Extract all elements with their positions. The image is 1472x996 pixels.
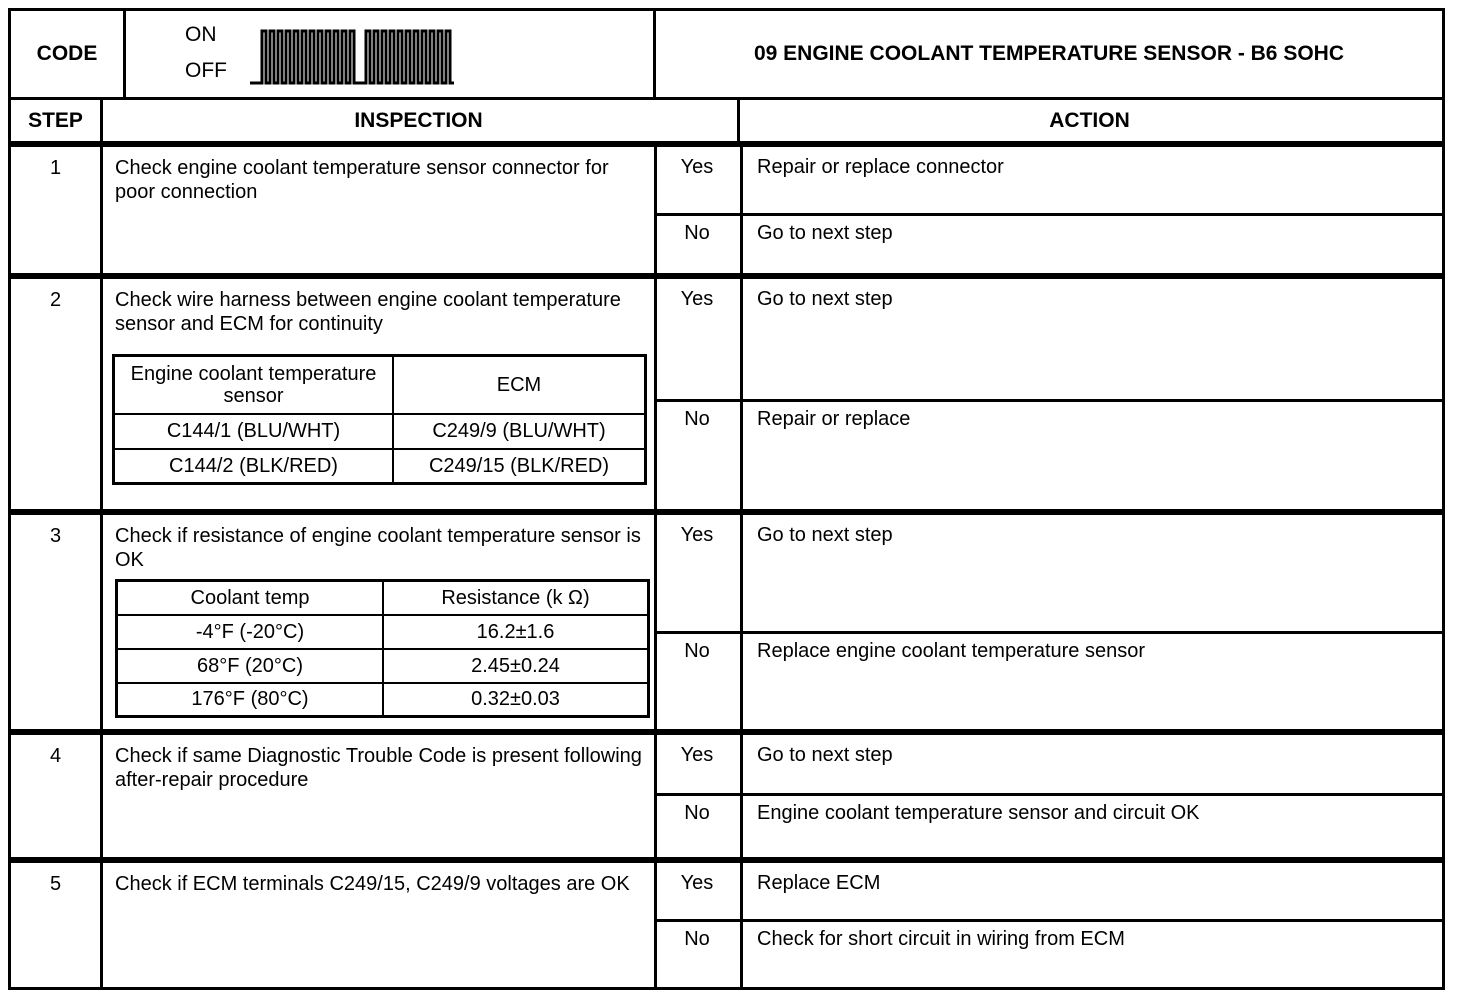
step-row-1 (8, 144, 1445, 276)
code-label: CODE (11, 11, 126, 97)
table-header: Coolant temp (117, 581, 384, 615)
yes-action: Go to next step (757, 744, 893, 766)
diagnostic-chart (8, 8, 1445, 990)
yes-action: Go to next step (757, 524, 893, 546)
inspection-text: Check engine coolant temperature sensor connector for poor connection (103, 147, 657, 273)
no-label: No (654, 793, 743, 860)
column-step: STEP (8, 100, 103, 144)
continuity-table (112, 354, 647, 485)
table-header: ECM (393, 356, 646, 414)
table-header: Resistance (k Ω) (383, 581, 649, 615)
table-cell: C144/1 (BLU/WHT) (114, 414, 394, 449)
yes-label: Yes (654, 515, 743, 631)
step-number: 2 (11, 279, 103, 509)
chart-header (8, 8, 1445, 100)
inspection-text: Check if ECM terminals C249/15, C249/9 voltages are OK (103, 863, 657, 987)
table-cell: 68°F (20°C) (117, 649, 384, 683)
on-label: ON (185, 23, 217, 46)
table-header: Engine coolant temperature sensor (114, 356, 394, 414)
no-label: No (654, 631, 743, 732)
step-number: 1 (11, 147, 103, 273)
step-row-4 (8, 732, 1445, 860)
resistance-table (115, 579, 650, 718)
step-number: 4 (11, 735, 103, 857)
column-inspection: INSPECTION (100, 100, 740, 144)
no-action: Repair or replace (757, 408, 911, 430)
yes-label: Yes (654, 147, 743, 213)
off-label: OFF (185, 59, 227, 82)
table-cell: C249/9 (BLU/WHT) (393, 414, 646, 449)
chart-title: 09 ENGINE COOLANT TEMPERATURE SENSOR - B6 SOHC (753, 42, 1344, 65)
step-number: 3 (11, 515, 103, 729)
yes-action: Repair or replace connector (757, 156, 1004, 178)
no-label: No (654, 919, 743, 990)
yes-label: Yes (654, 279, 743, 399)
no-action: Go to next step (757, 222, 893, 244)
table-cell: 176°F (80°C) (117, 683, 384, 717)
inspection-text: Check wire harness between engine coolant temperature sensor and ECM for continuity (115, 289, 621, 335)
table-cell: 2.45±0.24 (383, 649, 649, 683)
step-row-5 (8, 860, 1445, 990)
no-action: Replace engine coolant temperature sensor (757, 640, 1146, 662)
table-cell: C249/15 (BLK/RED) (393, 449, 646, 484)
table-cell: -4°F (-20°C) (117, 615, 384, 649)
inspection-text: Check if resistance of engine coolant temperature sensor is OK (115, 525, 641, 571)
step-row-3 (8, 512, 1445, 732)
no-label: No (654, 399, 743, 512)
table-cell: 0.32±0.03 (383, 683, 649, 717)
yes-label: Yes (654, 735, 743, 793)
step-row-2 (8, 276, 1445, 512)
yes-action: Replace ECM (757, 872, 881, 894)
code-waveform-cell (123, 11, 656, 97)
no-action: Check for short circuit in wiring from ECM (757, 928, 1125, 950)
no-action: Engine coolant temperature sensor and circuit OK (757, 802, 1200, 824)
pulse-waveform-icon (248, 21, 478, 91)
table-cell: 16.2±1.6 (383, 615, 649, 649)
table-cell: C144/2 (BLK/RED) (114, 449, 394, 484)
step-number: 5 (11, 863, 103, 987)
yes-label: Yes (654, 863, 743, 919)
inspection-text: Check if same Diagnostic Trouble Code is present following after-repair procedure (103, 735, 657, 857)
yes-action: Go to next step (757, 288, 893, 310)
column-action: ACTION (737, 100, 1445, 144)
no-label: No (654, 213, 743, 276)
